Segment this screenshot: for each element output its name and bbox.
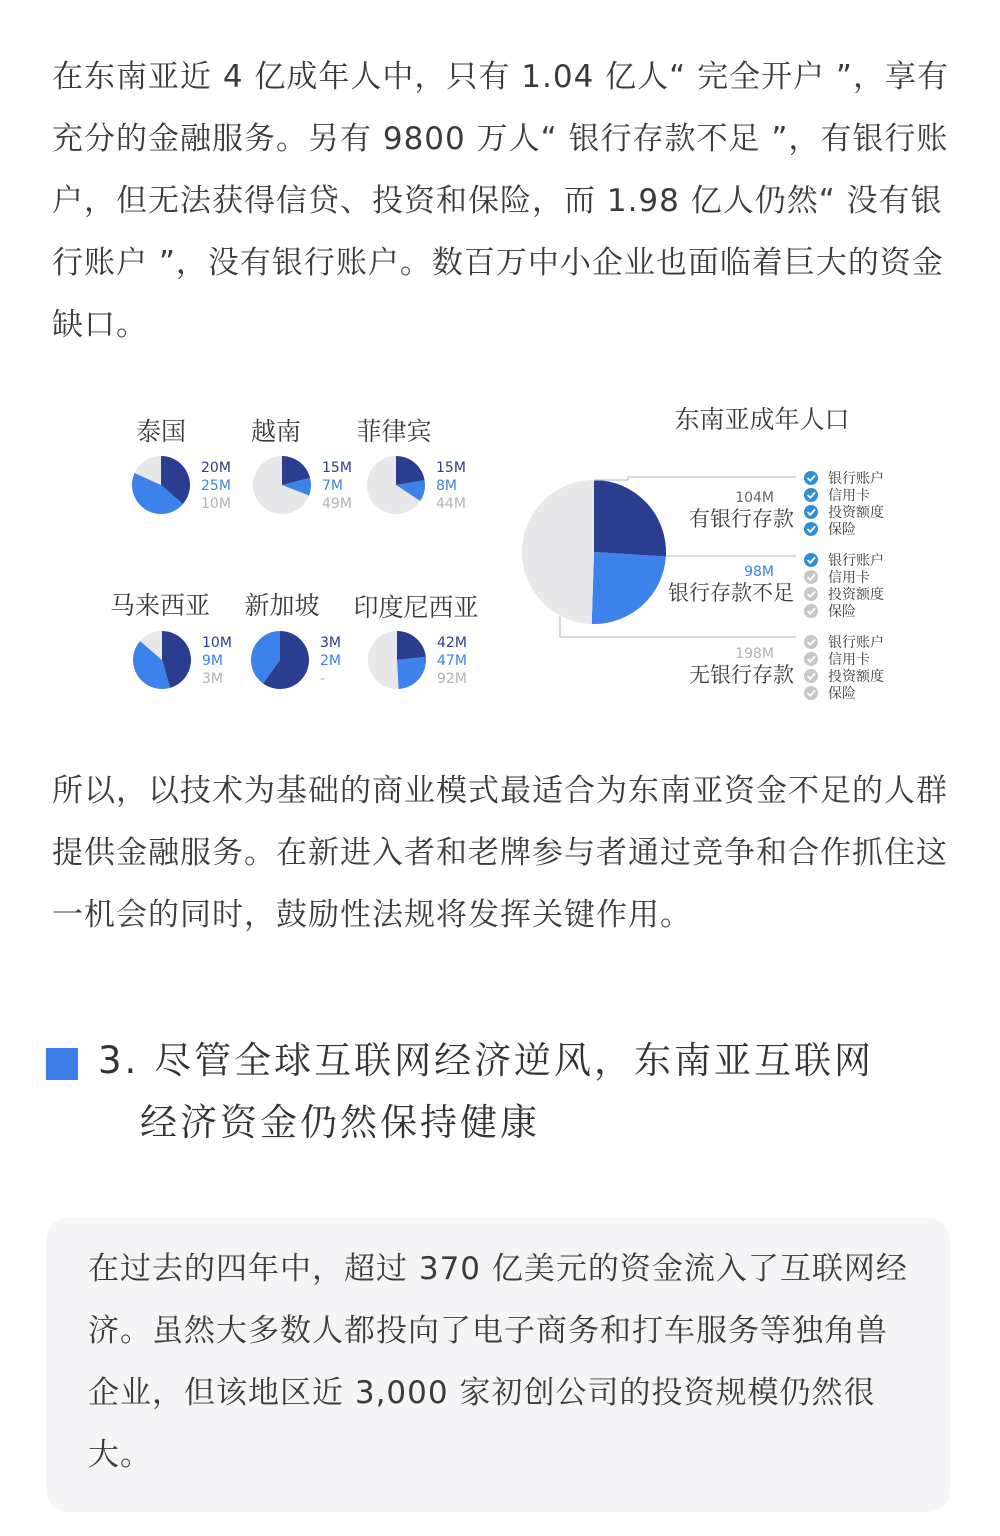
callout-paragraph: 在过去的四年中，超过 370 亿美元的资金流入了互联网经济。虽然大多数人都投向了电子商务和打车服务等独角兽企业，但该地区近 3,000 家初创公司的投资规模仍然很大。 — [88, 1251, 908, 1473]
check-icon — [804, 488, 818, 502]
check-icon — [804, 471, 818, 485]
service-label-2-3: 保险 — [828, 686, 856, 702]
country-name-5: 印度尼西亚 — [353, 593, 479, 622]
regional-pie-slice-2 — [522, 480, 594, 624]
regional-label-2: 无银行存款 — [689, 663, 794, 687]
country-name-2: 菲律宾 — [356, 417, 432, 446]
country-value-5-0: 42M — [437, 635, 467, 651]
country-value-3-0: 10M — [202, 635, 232, 651]
country-value-4-2: - — [320, 671, 326, 687]
regional-pie — [522, 405, 884, 702]
service-label-0-2: 投资额度 — [828, 505, 884, 521]
regional-label-0: 有银行存款 — [689, 507, 794, 531]
section-title — [98, 1030, 958, 1154]
country-value-0-2: 10M — [201, 496, 231, 512]
check-icon — [804, 505, 818, 519]
service-label-2-2: 投资额度 — [828, 669, 884, 685]
callout-box — [46, 1218, 950, 1512]
country-name-0: 泰国 — [135, 417, 187, 446]
country-value-5-1: 47M — [437, 653, 467, 669]
check-icon — [804, 553, 818, 567]
service-label-1-2: 投资额度 — [828, 587, 884, 603]
section-title-line1: 3. 尽管全球互联网经济逆风，东南亚互联网 — [98, 1039, 875, 1082]
country-value-1-1: 7M — [322, 478, 343, 494]
check-icon — [804, 652, 818, 666]
country-pie-5-slice-1 — [397, 657, 426, 689]
intro-paragraph: 在东南亚近 4 亿成年人中，只有 1.04 亿人“ 完全开户 ”，享有充分的金融服务。另有 9800 万人“ 银行存款不足 ”，有银行账户，但无法获得信贷、投资和保险，而 1.98 亿人仍然“ 没有银行账户 ”，没有银行账户。数百万中小企业也面临着巨大的资金缺口。 — [52, 59, 949, 343]
service-label-0-3: 保险 — [828, 522, 856, 538]
section-title-line2: 经济资金仍然保持健康 — [140, 1101, 540, 1144]
service-label-2-1: 信用卡 — [828, 652, 870, 668]
regional-label-1: 银行存款不足 — [668, 581, 794, 605]
heading-marker — [46, 1048, 78, 1080]
regional-pie-slice-1 — [592, 552, 666, 624]
service-label-1-0: 银行账户 — [828, 553, 884, 569]
adult-population-chart — [0, 380, 1000, 720]
check-icon — [804, 635, 818, 649]
service-label-1-3: 保险 — [828, 604, 856, 620]
service-label-0-1: 信用卡 — [828, 488, 870, 504]
regional-value-2: 198M — [735, 646, 774, 662]
country-value-2-2: 44M — [436, 496, 466, 512]
check-icon — [804, 686, 818, 700]
country-value-2-0: 15M — [436, 460, 466, 476]
check-icon — [804, 522, 818, 536]
leader-line-0 — [594, 477, 796, 480]
country-pies — [110, 417, 479, 689]
country-name-3: 马来西亚 — [109, 591, 211, 620]
country-value-1-0: 15M — [322, 460, 352, 476]
service-label-2-0: 银行账户 — [828, 635, 884, 651]
regional-value-1: 98M — [744, 564, 774, 580]
country-value-2-1: 8M — [436, 478, 457, 494]
check-icon — [804, 669, 818, 683]
country-pie-2-slice-0 — [396, 456, 425, 485]
closing-paragraph: 所以，以技术为基础的商业模式最适合为东南亚资金不足的人群提供金融服务。在新进入者和老牌参与者通过竞争和合作抓住这一机会的同时，鼓励性法规将发挥关键作用。 — [52, 773, 948, 933]
country-pie-5-slice-2 — [368, 631, 399, 689]
service-label-1-1: 信用卡 — [828, 570, 870, 586]
country-value-0-1: 25M — [201, 478, 231, 494]
check-icon — [804, 587, 818, 601]
service-label-0-0: 银行账户 — [828, 471, 884, 487]
country-value-0-0: 20M — [201, 460, 231, 476]
regional-chart-title: 东南亚成年人口 — [674, 405, 850, 434]
country-value-4-0: 3M — [320, 635, 341, 651]
country-pie-5-slice-0 — [397, 631, 426, 660]
country-value-3-1: 9M — [202, 653, 223, 669]
country-value-5-2: 92M — [437, 671, 467, 687]
country-value-4-1: 2M — [320, 653, 341, 669]
country-value-3-2: 3M — [202, 671, 223, 687]
regional-value-0: 104M — [735, 490, 774, 506]
check-icon — [804, 570, 818, 584]
check-icon — [804, 604, 818, 618]
country-name-4: 新加坡 — [244, 591, 320, 620]
country-name-1: 越南 — [250, 417, 302, 446]
regional-pie-slice-0 — [594, 480, 666, 557]
country-value-1-2: 49M — [322, 496, 352, 512]
